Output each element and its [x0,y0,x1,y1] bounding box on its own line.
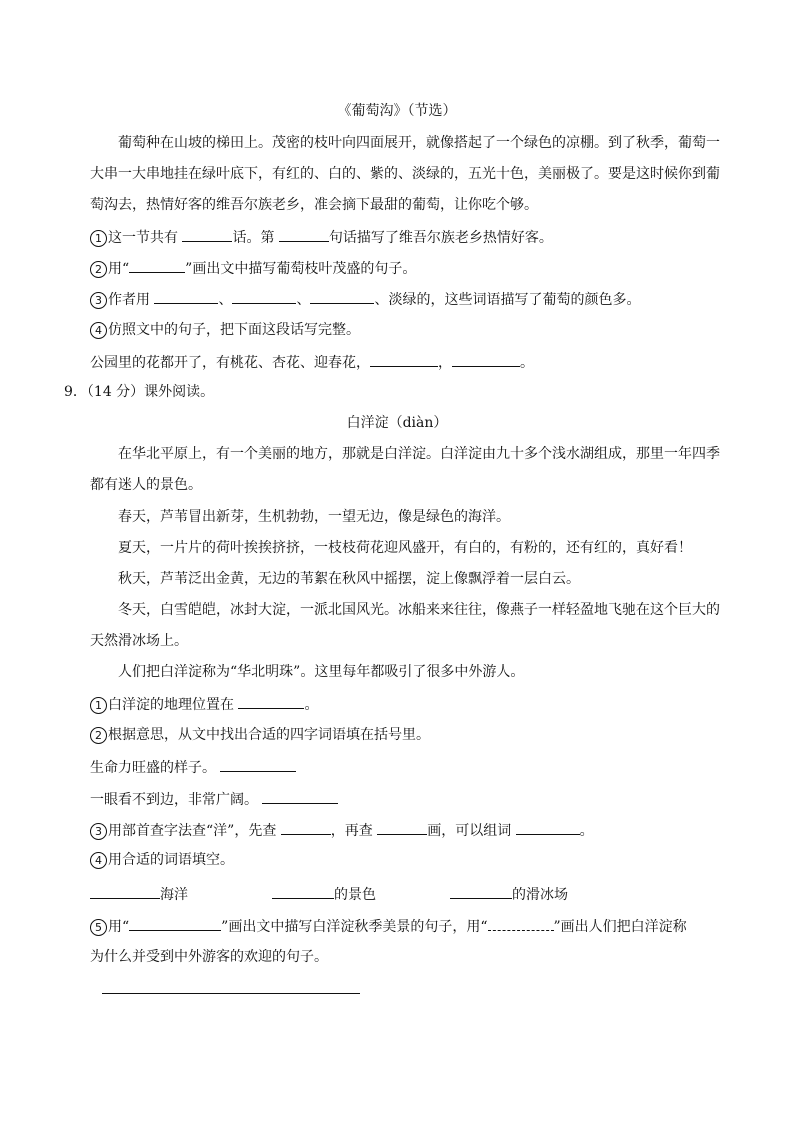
question-text: 公园里的花都开了，有桃花、杏花、迎春花， [90,355,370,371]
question-text: 这一节共有 [108,230,183,246]
circle-number: 3 [90,823,107,840]
question-text: 画，可以组词 [427,823,516,839]
sub-question-2b [90,788,338,808]
separator: 、 [296,292,311,308]
answer-blank[interactable] [272,883,334,899]
answer-blank[interactable] [238,693,304,709]
answer-blank[interactable] [452,351,520,367]
question-number: 9． [64,384,87,400]
answer-blank[interactable] [90,883,160,899]
sub-question-5-line2: 为什么并受到中外游客的欢迎的句子。 [90,949,328,965]
passage2-winter-line2: 天然滑冰场上。 [90,633,188,649]
question-text: 、淡绿的，这些词语描写了葡萄的颜色多。 [374,292,641,308]
fill-item-3 [450,883,568,903]
question-9-header [64,382,214,402]
question-header: （14 分）课外阅读。 [86,384,215,400]
question-text: 一眼看不到边，非常广阔。 [90,792,263,808]
question-text: 用部首查字法查“洋”，先查 [108,823,281,839]
fill-item-2 [272,883,376,903]
passage1-line-1: 葡萄种在山坡的梯田上。茂密的枝叶向四面展开，就像搭起了一个绿色的凉棚。到了秋季，葡萄一 [118,135,720,151]
fill-item-text: 的滑冰场 [512,887,568,903]
answer-blank[interactable] [281,819,331,835]
sub-question-4 [90,850,234,870]
question-text: 白洋淀的地理位置在 [108,697,239,713]
question-text: 句话描写了维吾尔族老乡热情好客。 [328,230,553,246]
answer-blank[interactable] [154,288,218,304]
passage2-winter-line1: 冬天，白雪皑皑，冰封大淀，一派北国风光。冰船来来往往，像燕子一样轻盈地飞驰在这个巨大的 [118,602,720,618]
question-2 [90,257,416,277]
passage2-title: 白洋淀（diàn） [346,415,448,431]
passage2-autumn: 秋天，芦苇泛出金黄，无边的苇絮在秋风中摇摆，淀上像飘浮着一层白云。 [118,571,580,587]
circle-number: 4 [90,852,107,869]
question-text: 作者用 [108,292,155,308]
answer-blank[interactable] [279,226,329,242]
answer-line[interactable] [102,993,360,994]
circle-number: 5 [90,919,107,936]
question-text: 用合适的词语填空。 [108,852,234,868]
answer-blank[interactable] [220,756,296,772]
answer-blank[interactable] [377,819,427,835]
passage2-para1-line1: 在华北平原上，有一个美丽的地方，那就是白洋淀。白洋淀由九十多个浅水湖组成，那里一年四季 [118,446,720,462]
underline-sample [129,915,221,931]
question-text: 。 [579,823,594,839]
underline-sample [488,915,554,931]
fill-item-1 [90,883,188,903]
answer-blank[interactable] [516,819,580,835]
sub-question-1 [90,693,318,713]
question-text: 用“ [108,261,130,277]
question-text: 根据意思，从文中找出合适的四字词语填在括号里。 [108,727,430,743]
question-text: 用“ [108,919,130,935]
answer-blank[interactable] [370,351,438,367]
passage1-title: 《葡萄沟》（节选） [337,103,457,119]
question-text: ，再查 [330,823,378,839]
question-text: ， [438,355,452,371]
fill-item-text: 海洋 [160,887,188,903]
question-text: 生命力旺盛的样子。 [90,760,221,776]
answer-blank[interactable] [310,288,374,304]
separator: 、 [218,292,233,308]
answer-blank[interactable] [262,788,338,804]
passage1-line-3: 萄沟去，热情好客的维吾尔族老乡，准会摘下最甜的葡萄，让你吃个够。 [90,197,538,213]
circle-number: 1 [90,697,107,714]
circle-number: 1 [90,230,107,247]
sub-question-3 [90,819,594,839]
sub-question-2a [90,756,296,776]
passage2-summer: 夏天，一片片的荷叶挨挨挤挤，一枝枝荷花迎风盛开，有白的，有粉的，还有红的，真好看！ [118,540,692,556]
sub-question-2 [90,725,430,745]
question-3 [90,288,640,308]
passage2-last: 人们把白洋淀称为“华北明珠”。这里每年都吸引了很多中外游人。 [118,664,525,680]
passage2-spring: 春天，芦苇冒出新芽，生机勃勃，一望无边，像是绿色的海洋。 [118,509,510,525]
answer-blank[interactable] [232,288,296,304]
passage1-line-2: 大串一大串地挂在绿叶底下，有红的、白的、紫的、淡绿的，五光十色，美丽极了。要是这时候你到葡 [90,166,720,182]
passage2-para1-line2: 都有迷人的景色。 [90,477,202,493]
sub-question-5 [90,915,687,935]
circle-number: 3 [90,292,107,309]
circle-number: 2 [90,261,107,278]
question-text: 仿照文中的句子，把下面这段话写完整。 [108,322,360,338]
answer-blank[interactable] [182,226,232,242]
question-text: 话。第 [232,230,279,246]
underline-sample [129,257,185,273]
question-4 [90,320,360,340]
circle-number: 4 [90,322,107,339]
question-text: ”画出文中描写白洋淀秋季美景的句子，用“ [221,919,488,935]
circle-number: 2 [90,727,107,744]
question-1 [90,226,553,246]
fill-item-text: 的景色 [334,887,376,903]
question-text: ”画出文中描写葡萄枝叶茂盛的句子。 [185,261,417,277]
question-text: 。 [304,697,319,713]
question-4-line [90,351,534,371]
question-text: 。 [520,355,534,371]
answer-blank[interactable] [450,883,512,899]
question-text: ”画出人们把白洋淀称 [553,919,687,935]
